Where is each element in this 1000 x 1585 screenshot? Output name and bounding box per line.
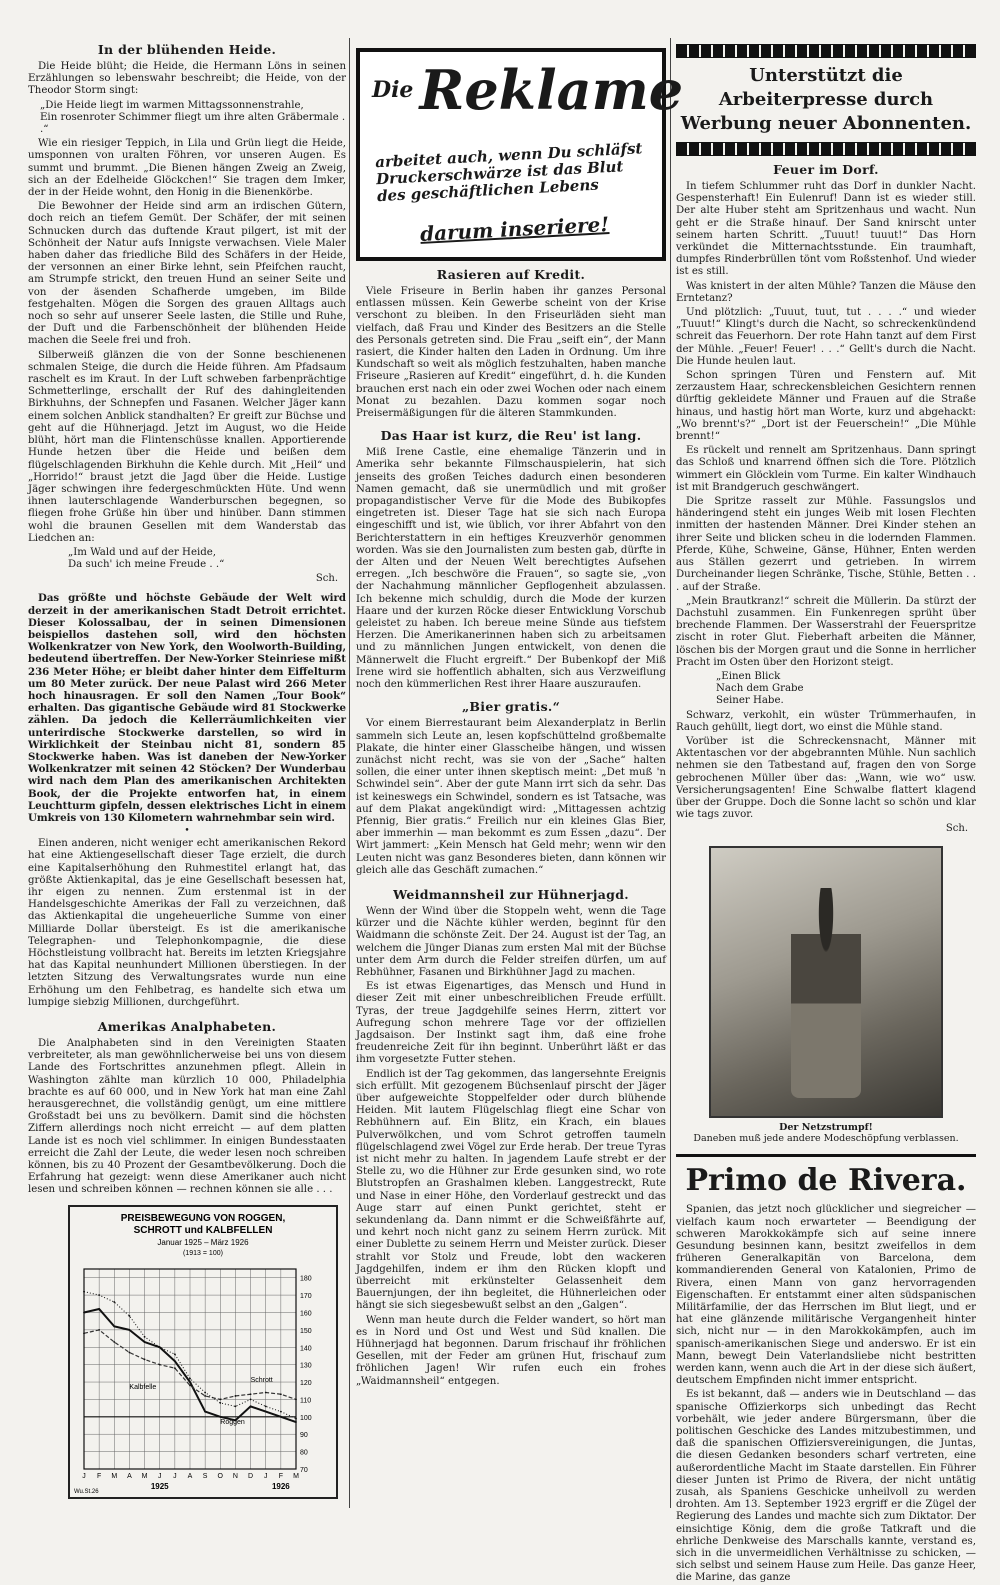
x-group-label: 1926 [271,1481,290,1491]
y-tick-label: 70 [300,1466,308,1474]
verse: „Im Wald und auf der Heide, Da such' ich meine Freude . .“ [68,546,225,571]
ad-die: Die [372,77,414,103]
paragraph: In tiefem Schlummer ruht das Dorf in dunkler Nacht. Gespensterhaft! Ein Eulenruf! Dann ist es wieder still. Der alte Huber steht am Spritzenhaus und wacht. Nun geht er die Straße hinauf. Der Sand knirscht unter seinem harten Schritt. „Tuuut! tuuut!“ Das Horn verkündet die Mitternachtsstunde. Ein traumhaft, dumpfes Rinderbrüllen tönt vom Roßstenhof. Und wieder ist es still. [676,181,976,278]
column-left [28,38,346,1508]
y-tick-label: 150 [300,1327,312,1335]
data-point-kalbfelle [98,1294,100,1296]
data-point-kalbfelle [113,1301,115,1303]
paragraph: Die Spritze rasselt zur Mühle. Fassungslos und händeringend steht ein junges Weib mit losen Flechten inmitten der hastenden Männer. Drei Kinder stehen an ihrer Seite und blicken scheu in die lodernden Flammen. Pferde, Kühe, Schweine, Gänse, Hühner, Enten werden aus Ställen gezerrt und getrieben. In wirrem Durcheinander liegen Schränke, Tische, Stühle, Betten . . . auf der Straße. [676,496,976,593]
decorative-border [676,44,976,58]
article-title-beer: „Bier gratis.“ [461,699,561,715]
article-title-illiteracy: Amerikas Analphabeten. [97,1019,277,1035]
data-point-roggen [250,1405,252,1407]
separator: • [184,826,190,837]
paragraph: Vorüber ist die Schreckensnacht, Männer mit Aktentaschen vor der abgebrannten Mühle. Nun sachlich nehmen sie den Tatbestand auf, fragen den von Sorge gebrochenen Müller über das: „Wann, wie wo“ usw. Versicherungsagenten! Eine Schwalbe flattert klagend über der Gruppe. Doch die Sonne lacht so schön und klar wie tags zuvor. [676,735,976,821]
decorative-border [676,142,976,156]
x-tick-label: M [111,1472,118,1480]
data-point-schrott [98,1329,100,1331]
data-point-roggen [129,1329,131,1331]
data-point-roggen [219,1416,221,1418]
y-tick-label: 170 [300,1292,312,1300]
ad-word: Reklame [419,58,684,122]
signature: Sch. [315,573,338,585]
data-point-schrott [219,1398,221,1400]
data-point-kalbfelle [250,1398,252,1400]
article-title-heath: In der blühenden Heide. [97,42,277,57]
paragraph-record: Einen anderen, nicht weniger echt amerikanischen Rekord hat eine Aktiengesellschaft dieser Tage erzielt, die durch eine Kapitalserhöhung den Ruhmestitel erlangt hat, das größte Aktienkapital, das je eine Gesellschaft besessen hat, ihr eigen zu nennen. Zum erstenmal ist in der Handelsgeschichte Amerikas der Fall zu verzeichnen, daß das Aktienkapital die ungeheuerliche Summe von einer Milliarde Dollar übersteigt. Es ist die amerikanische Telegraphen- und Telephonkompagnie, die diese Höchstleistung vollbracht hat. Bereits im letzten Kriegsjahre hat das Kapital neunhundert Millionen überstiegen. In der letzten Sitzung des Verwaltungsrates wurde nun eine Erhöhung um den Fehlbetrag, es handelte sich etwa um lumpige siebzig Millionen, durchgeführt. [28,838,346,1008]
data-point-schrott [189,1384,191,1386]
data-point-schrott [265,1391,267,1393]
x-tick-label: O [217,1472,224,1480]
x-tick-label: J [173,1472,177,1480]
data-point-kalbfelle [189,1377,191,1379]
y-tick-label: 180 [300,1275,312,1283]
data-point-roggen [144,1341,146,1343]
y-tick-label: 160 [300,1310,312,1318]
x-tick-label: S [202,1472,208,1480]
paragraph: Spanien, das jetzt noch glücklicher und siegreicher — vielfach kaum noch erwarteter — Beendigung der schweren Marokkokämpfe sich auf seine innere Gesundung besinnen kann, besitzt zweifellos in dem früheren Generalkapitän von Barcelona, dem kommandierenden General von Katalonien, Primo de Rivera, einen Mann von ganz hervorragenden Eigenschaften. Er entstammt einer alten südspanischen Militärfamilie, der das Herrschen im Blut liegt, und er hat eine glänzende militärische Vergangenheit hinter sich, nicht nur — in den Marokkokämpfen, auch im spanisch-amerikanischen Siege und anderswo. Er ist ein Mann, bewegt Dein Vaterlandsliebe nicht bestritten werden kann, wenn auch die Art in der diese sich äußert, deutschem Empfinden nicht immer entspricht. [676,1204,976,1387]
column-rule-1 [349,38,350,1508]
paragraph: Viele Friseure in Berlin haben ihr ganzes Personal entlassen müssen. Kein Gewerbe scheint von der Krise verschont zu bleiben. In den Friseurläden sieht man vielfach, daß Frau und Kinder des Besitzers an die Stelle des Personals getreten sind. Die Frau „seift ein“, der Mann rasiert, die Kinder halten den Laden in Ordnung. Um ihre Kundschaft so weit als möglich festzuhalten, haben manche Friseure „Rasieren auf Kredit“ eingeführt, d. h. die Kunden brauchen erst nach ein oder zwei Wochen oder nach einem Monat zu bezahlen. Dazu kommen sogar noch Preisermäßigungen für die älteren Stammkunden. [356,286,666,420]
data-point-roggen [98,1308,100,1310]
data-point-schrott [235,1395,237,1397]
data-point-roggen [83,1311,85,1313]
x-tick-label: J [157,1472,162,1480]
chart-title-line1: PREISBEWEGUNG VON ROGGEN, [120,1212,286,1224]
chart-title-line2: SCHROTT und KALBFELLEN [133,1224,273,1236]
paragraph: Schon springen Türen und Fenstern auf. Mit zerzaustem Haar, schreckensbleichen Gesichtern rennen dürftig gekleidete Männer und Frauen auf die Straße hinaus, und hastig hört man Worte, kurz und abgehackt: „Wo brennt's?“ „Dort ist der Feuerschein!“ „Die Mühle brennt!“ [676,370,976,443]
data-point-schrott [159,1363,161,1365]
data-point-kalbfelle [219,1402,221,1404]
article-title-hunt: Weidmannsheil zur Hühnerjagd. [393,886,629,902]
ad-cta: darum inseriere! [419,212,610,246]
paragraph: Was knistert in der alten Mühle? Tanzen die Mäuse den Erntetanz? [676,280,976,304]
data-point-schrott [83,1332,85,1334]
x-tick-label: F [97,1472,102,1480]
paragraph: Wenn man heute durch die Felder wandert, so hört man es in Nord und Ost und West und Süd knallen. Die Hühnerjagd hat begonnen. Darum frischauf ihr fröhlichen Gesellen, mit der Feder am grünen Hut, frischauf zum fröhlichen Jagen! Wir rufen euch ein frohes „Waidmannsheil“ entgegen. [356,1314,666,1387]
paragraph: Es rückelt und rennelt am Spritzenhaus. Dann springt das Schloß und knarrend öffnen sich die Tore. Plötzlich wimmert ein Glöcklein vom Turme. Ein kalter Windhauch ist mit Brandgeruch geschwängert. [676,445,976,493]
y-tick-label: 80 [300,1449,308,1457]
series-label-schrott: Schrott [250,1376,273,1384]
data-point-schrott [113,1341,115,1343]
data-point-roggen [295,1421,297,1423]
x-tick-label: J [263,1472,268,1480]
data-point-roggen [265,1410,267,1412]
paragraph: Silberweiß glänzen die von der Sonne beschienenen schmalen Steige, die durch die Heide führen. Am Pfadsaum raschelt es im Kraut. In der Luft schweben farbenprächtige Schmetterlinge, erschallt der Ruf des dahingleitenden Birkhuhns, der Schnepfen und Fasanen. Welcher Jäger kann einem solchen Anblick standhalten? Er greift zur Büchse und geht auf die Hühnerjagd. Jetzt im August, wo die Heide blüht, hört man die Flintenschüsse knallen. Apportierende Hunde hetzen über die Heide und beißen dem flügelschlagenden Birkhuhn die Kehle durch. Mit „Heil“ und „Horrido!“ braust jetzt die Jagd über die Heide. Lustige Jäger schwingen ihre federgeschmückten Hüte. Und wenn ihnen lauterschlagende Wanderburschen begegnen, so fliegen frohe Grüße hin über und hinüber. Dann stimmen wohl die braunen Gesellen mit dem Wanderstab das Liedchen an: [28,349,346,544]
x-tick-label: A [127,1472,132,1480]
signature: Sch. [945,823,968,835]
data-point-kalbfelle [159,1346,161,1348]
verse: „Einen Blick Nach dem Grabe Seiner Habe. [716,670,804,707]
paragraph: Die Analphabeten sind in den Vereinigten Staaten verbreiteter, als man gewöhnlicherweise bei uns von diesem Lande des Fortschrittes anzunehmen pflegt. Allein in Washington zählte man kürzlich 10 000, Philadelphia brachte es auf 60 000, und in New York hat man eine Zahl herausgerechnet, die vollständig genügt, um eine mittlere Großstadt bei uns zu bevölkern. Damit sind die höchsten Ziffern allerdings noch nicht erreicht — auf dem platten Lande ist es noch viel schlimmer. In einigen Bundesstaaten erreicht die Zahl der Leute, die weder lesen noch schreiben können, bis zu 40 Prozent der Gesamtbevölkerung. Doch die Erfahrung hat gezeigt: wenn diese Amerikaner auch nicht lesen und schreiben können — rechnen können sie alle . . . [28,1038,346,1196]
paragraph: Vor einem Bierrestaurant beim Alexanderplatz in Berlin sammeln sich Leute an, lesen kopfschüttelnd großbemalte Plakate, die hinter einer Glasscheibe hängen, und wissen zunächst nicht recht, was sie von der „Sache“ halten sollen, die einer unter ihnen skeptisch meint: „Det muß 'n Schwindel sein“. Aber der gute Mann irrt sich da sehr. Das ist keineswegs ein Schwindel, sondern es ist Tatsache, was auf dem Plakat angekündigt wird: „Mittagessen achtzig Pfennig, Bier gratis.“ Freilich nur ein kleines Glas Bier, aber immerhin — man bekommt es zum Essen „dazu“. Der Wirt jammert: „Kein Mensch hat Geld mehr; wenn wir den Leuten nicht was ganz Besonderes bieten, dann können wir gleich alle das Geschäft zumachen.“ [356,718,666,876]
paragraph: Wenn der Wind über die Stoppeln weht, wenn die Tage kürzer und die Nächte kühler werden, beginnt für den Waidmann die schönste Zeit. Der 24. August ist der Tag, an welchem die Jünger Dianas zum ersten Mal mit der Büchse unter dem Arm durch die Felder streifen dürfen, um auf Rebhühner, Fasanen und Birkhühner Jagd zu machen. [356,905,666,978]
data-point-kalbfelle [235,1405,237,1407]
x-group-label: 1925 [150,1481,169,1491]
verse: „Die Heide liegt im warmen Mittagssonnenstrahle, Ein rosenroter Schimmer fliegt um ihre alten Gräbermale . .“ [40,99,346,136]
photo-figure [791,888,861,1098]
series-label-roggen: Roggen [220,1418,245,1426]
x-tick-label: M [141,1472,148,1480]
ad-subtext: arbeitet auch, wenn Du schläfst Druckerschwärze ist das Blut des geschäftlichen Lebens [374,139,643,206]
data-point-roggen [113,1325,115,1327]
x-tick-label: J [82,1472,86,1480]
photo-caption: Der Netzstrumpf! [779,1122,873,1134]
paragraph: Schwarz, verkohlt, ein wüster Trümmerhaufen, in Rauch gehüllt, liegt dort, wo einst die Mühle stand. [676,709,976,733]
ad-title [372,60,683,120]
paragraph: „Mein Brautkranz!“ schreit die Müllerin. Da stürzt der Dachstuhl zusammen. Ein Funkenregen sprüht über brechende Flammen. Der Wasserstrahl der Feuerspritze zischt in roter Glut. Fieberhaft arbeiten die Männer, löschen bis der Morgen graut und die Sonne in herrlicher Pracht im Osten über den Horizont steigt. [676,595,976,668]
data-point-schrott [174,1367,176,1369]
article-title-fire: Feuer im Dorf. [773,162,879,177]
paragraph: Die Heide blüht; die Heide, die Hermann Löns in seinen Erzählungen so lebenswahr beschreibt; die Heide, von der Theodor Storm singt: [28,61,346,97]
data-point-roggen [280,1416,282,1418]
price-chart-svg [70,1207,336,1497]
paragraph: Und plötzlich: „Tuuut, tuut, tut . . . .“ und wieder „Tuuut!“ Klingt's durch die Nacht, so schreckenkündend schreit das Feuerhorn. Der rote Hahn tanzt auf dem First der Mühle. „Feuer! Feuer! . . .“ Gellt's durch die Nacht. Die Hunde heulen laut. [676,307,976,367]
chart-note: (1913 = 100) [183,1249,223,1257]
data-point-schrott [129,1351,131,1353]
article-title-rivera: Primo de Rivera. [676,1154,976,1198]
data-point-kalbfelle [265,1405,267,1407]
paragraph: Wie ein riesiger Teppich, in Lila und Grün liegt die Heide, umsponnen von uralten Föhren, vor unseren Augen. Es summt und brummt. „Die Bienen hängen Zweig an Zweig, sich an der Edelheide Glöckchen!“ Sie tragen dem Imker, der in der Heide wohnt, den Honig in die Bienenkörbe. [28,138,346,199]
reklame-ad [356,48,684,261]
photo-subcaption: Daneben muß jede andere Modeschöpfung verblassen. [693,1133,959,1145]
x-tick-label: M [293,1472,299,1480]
paragraph: Es ist bekannt, daß — anders wie in Deutschland — das spanische Offizierkorps sich unbedingt das Recht vorbehält, wie jeder andere Bürgersmann, über die politischen Geschicke des Landes mitzubestimmen, und daß die spanischen Offiziersvereinigungen, die Juntas, die diesen Gedanken besonders scharf vertreten, eine außerordentliche Macht im Staate darstellen. Ein Führer dieser Junten ist Primo de Rivera, der nicht untätig zusah, als Spaniens Geschicke unheilvoll zu werden drohten. Am 13. September 1923 ergriff er die Zügel der Regierung des Landes und machte sich zum Diktator. Der einsichtige König, dem die große Tatkraft und die ehrliche Denkweise des Marschalls kannte, verstand es, sich in die unvermeidlichen Verhältnisse zu schicken, — sich selbst und seinem Hause zum Heile. Das ganze Heer, die Marine, das ganze [676,1389,976,1584]
column-middle [356,38,684,1508]
data-point-roggen [174,1360,176,1362]
data-point-schrott [280,1393,282,1395]
data-point-kalbfelle [144,1336,146,1338]
y-tick-label: 120 [300,1379,312,1387]
data-point-schrott [250,1393,252,1395]
data-point-kalbfelle [129,1315,131,1317]
data-point-kalbfelle [83,1290,85,1292]
paragraph: Miß Irene Castle, eine ehemalige Tänzerin und in Amerika sehr bekannte Filmschauspielerin, hat sich jenseits des großen Teiches dadurch einen besonderen Namen gemacht, daß sie unermüdlich und mit großer propagandistischer Verve für die Mode des Bubikopfes eingetreten ist. Dieser Tage hat sie sich nach Europa eingeschifft und ist, wie üblich, vor ihrer Abfahrt von den Berichterstattern in ein heftiges Kreuzverhör genommen worden. Was sie den Journalisten zum besten gab, dürfte in der Alten und der Neuen Welt berechtigtes Aufsehen erregen. „Ich beschwöre die Frauen“, so sagte sie, „von der Nachahmung männlicher Gepflogenheit abzulassen. Ich bekenne mich schuldig, durch die Mode der kurzen Haare und der kurzen Röcke dieser Entwicklung Vorschub geleistet zu haben. Ich bereue meine Sünde aus tiefstem Herzen. Die Amerikanerinnen haben sich zu arbeitsamen und zu männlichen Jungen entwickelt, von denen die Männerwelt die Flucht ergreift.“ Der Bubenkopf der Miß Irene wird sie hoffentlich abhalten, sich aus Verzweiflung noch den kümmerlichen Rest ihrer Haare auszuraufen. [356,447,666,691]
data-point-kalbfelle [204,1391,206,1393]
x-tick-label: N [232,1472,238,1480]
paragraph-detroit: Das größte und höchste Gebäude der Welt wird derzeit in der amerikanischen Stadt Detroit errichtet. Dieser Kolossalbau, der in seinen Dimensionen beispiellos dastehen soll, wird den höchsten Wolkenkratzer von New York, den Woolworth-Building, bedeutend übertreffen. Der New-Yorker Steinriese mißt 236 Meter Höhe; er bleibt daher hinter dem Eiffelturm um 80 Meter zurück. Der neue Palast wird 266 Meter hoch hinausragen. Er soll den Namen „Tour Book“ erhalten. Das gigantische Gebäude wird 81 Stockwerke zählen. Da jedoch die Kellerräumlichkeiten vier unterirdische Stockwerke darstellen, so wird in Wirklichkeit der Steinbau nicht 81, sondern 85 Stockwerke haben. Was ist daneben der New-Yorker Wolkenkratzer mit seinen 42 Stöcken? Der Wunderbau wird nach dem Plan des amerikanischen Architekten Book, der die Projekte entworfen hat, in einem Leuchtturm gipfeln, dessen elektrisches Licht in einem Umkreis von 130 Kilometern wahrnehmbar sein wird. [28,592,346,824]
x-tick-label: F [278,1472,283,1480]
data-point-roggen [204,1410,206,1412]
y-tick-label: 100 [300,1414,312,1422]
data-point-schrott [295,1398,297,1400]
price-chart [68,1205,338,1499]
paragraph: Endlich ist der Tag gekommen, das langersehnte Ereignis sich erfüllt. Mit gezogenem Büchsenlauf pirscht der Jäger über aufgeweichte Stoppelfelder oder durch blühende Heiden. Mit lautem Flügelschlag fliegt eine Schar von Rebhühnern auf. Ein Blitz, ein Krach, ein blaues Pulverwölkchen, und vom Schrot getroffen taumeln flügelschlagend zwei Vögel zur Erde herab. Der treue Tyras ist nicht mehr zu halten. In jagendem Laufe strebt er der Stelle zu, wo die Hühner zur Erde gesunken sind, wo rote Blutstropfen an Grashalmen kleben. Langgestreckt, Rute und Nase in einer Höhe, den Vorderlauf gestreckt und das Auge starr auf einen Punkt gerichtet, steht er sekundenlang da. Dann nimmt er die Schweißfährte auf, und kehrt noch nicht ganz zu seinem Herrn zurück. Mit einer Dublette zu seinem Herrn und Meister zurück. Dieser strahlt vor Stolz und Freude, lobt den wackeren Jagdgehilfen, indem er ihm den Rücken klopft und überreicht mit erkünstelter Gelassenheit dem Bauernjungen, der ihn begleitet, die Hühnerleichen oder hängt sie sich siegesbewußt selbst an den „Galgen“. [356,1068,666,1312]
x-tick-label: D [248,1472,254,1480]
y-tick-label: 110 [300,1397,312,1405]
y-tick-label: 140 [300,1344,312,1352]
series-label-kalbfelle: Kalbfelle [129,1383,157,1391]
photo-woman-stockings [709,846,943,1118]
column-rule-2 [670,38,671,1508]
chart-footer: Wu.St.26 [74,1488,99,1495]
x-tick-label: A [187,1472,193,1480]
data-point-kalbfelle [280,1410,282,1412]
data-point-kalbfelle [295,1417,297,1419]
column-right [676,38,976,1584]
article-title-shave: Rasieren auf Kredit. [436,267,586,282]
y-tick-label: 130 [300,1362,312,1370]
article-title-hair: Das Haar ist kurz, die Reu' ist lang. [380,428,642,444]
chart-subtitle: Januar 1925 – März 1926 [157,1237,249,1247]
data-point-kalbfelle [174,1353,176,1355]
y-tick-label: 90 [300,1431,308,1439]
data-point-schrott [204,1395,206,1397]
paragraph: Die Bewohner der Heide sind arm an irdischen Gütern, doch reich an tiefem Gemüt. Der Schäfer, der mit seinen Schnucken durch das duftende Kraut pilgert, ist mit der Schönheit der Natur aufs Innigste verwachsen. Viele Maler haben daher das friedliche Bild des Schäfers in der Heide, der versonnen an einer Birke lehnt, sein Pfeifchen raucht, am Strumpfe strickt, den treuen Hund an seiner Seite und von der äsenden Schafherde umgeben, im Bilde festgehalten. Mögen die Sorgen des grauen Alltags auch noch so sehr auf unserer Seele lasten, die Stille und Ruhe, der Duft und die Farbenschönheit der blühenden Heide machen die Seele frei und froh. [28,201,346,347]
data-point-schrott [144,1358,146,1360]
data-point-roggen [189,1381,191,1383]
banner-subscribe: Unterstützt die Arbeiterpresse durch Werbung neuer Abonnenten. [680,65,972,134]
paragraph: Es ist etwas Eigenartiges, das Mensch und Hund in dieser Zeit mit einer unbeschreiblichen Freude erfüllt. Tyras, der treue Jagdgehilfe seines Herrn, zittert vor Aufregung schon mehrere Tage vor der offiziellen Jagdsaison. Der Instinkt sagt ihm, daß eine frohe freudenreiche Zeit für ihn beginnt. Unberührt läßt er das ihm vorgesetzte Futter stehen. [356,981,666,1066]
